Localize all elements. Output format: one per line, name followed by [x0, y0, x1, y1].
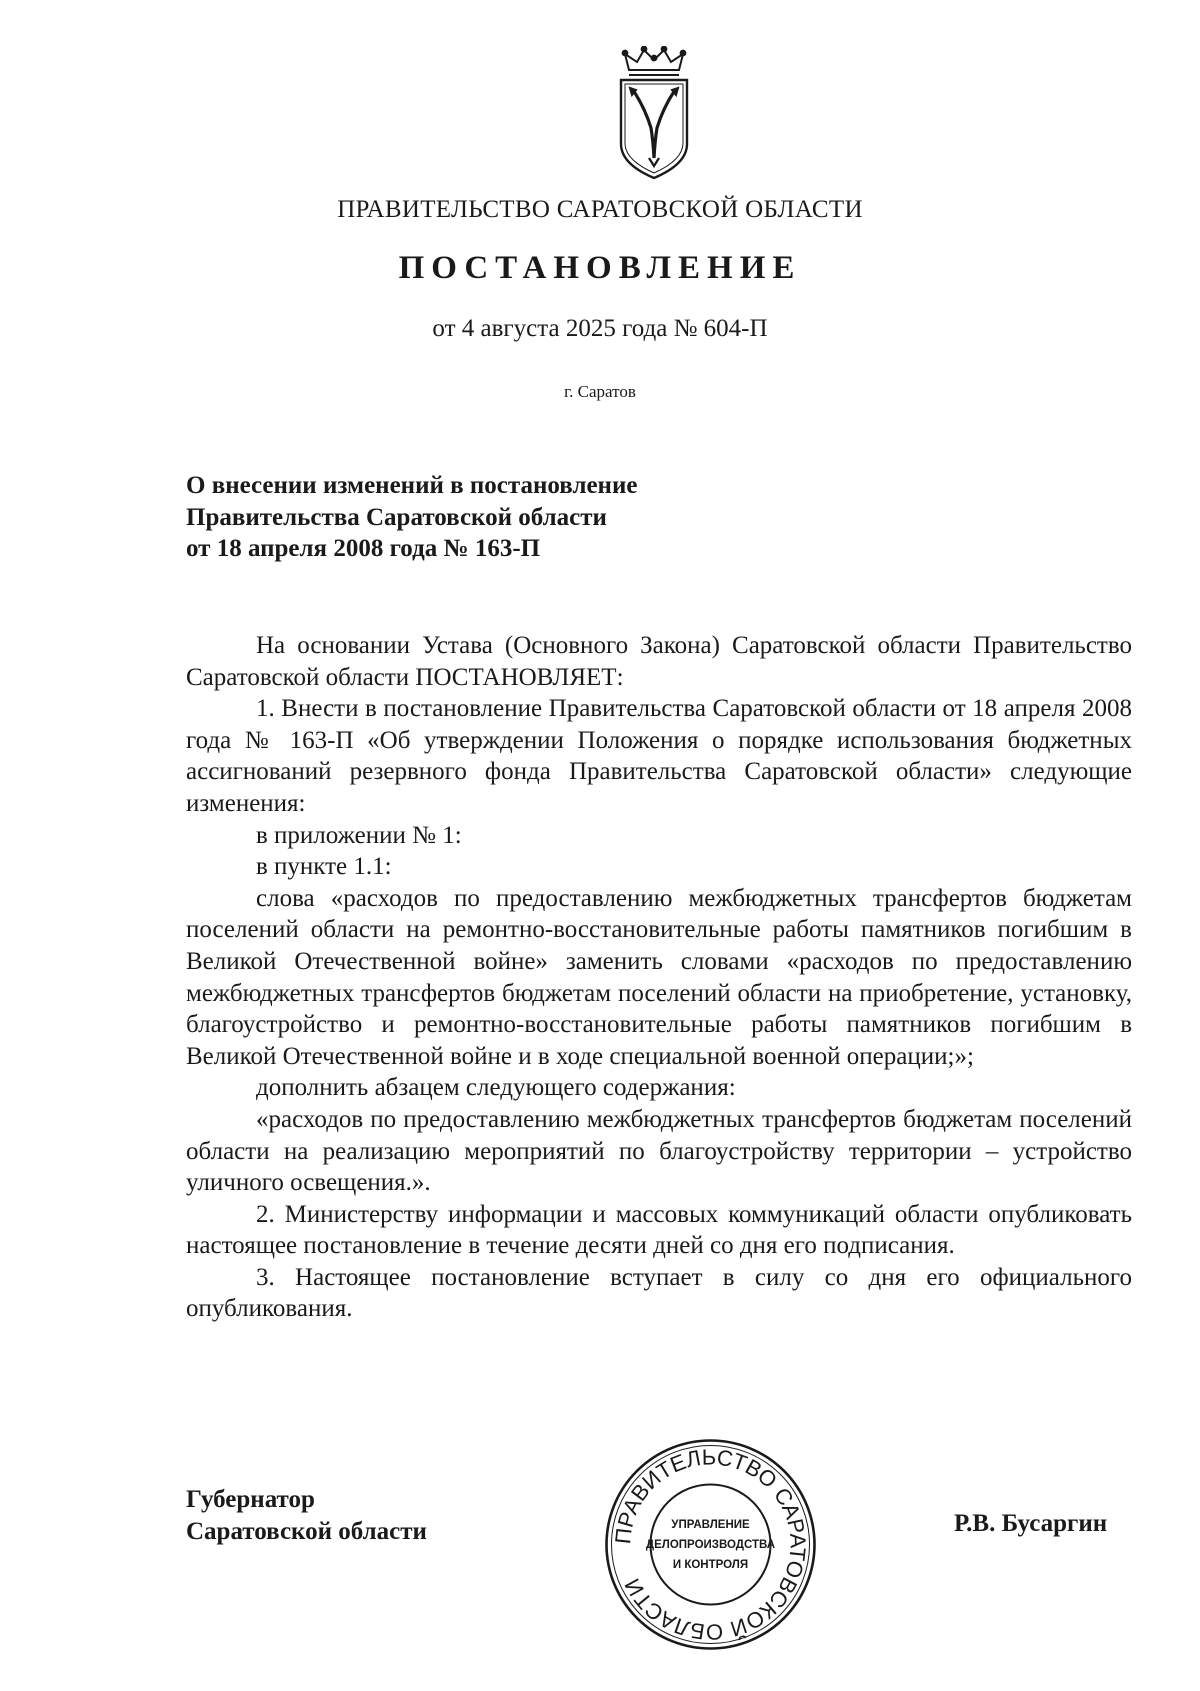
body-paragraph: в приложении № 1: — [256, 821, 462, 849]
document-city: г. Саратов — [564, 382, 636, 401]
coat-of-arms-icon — [613, 46, 695, 182]
body-paragraph: «расходов по предоставлению межбюджетных трансфертов бюджетам поселений области на реализацию мероприятий по благоустройству территории – устройство уличного освещения.». — [186, 1105, 1132, 1197]
body-paragraph: слова «расходов по предоставлению межбюджетных трансфертов бюджетам поселений области на ремонтно-восстановительные работы памятников погибшим в Великой Отечественной войне» заменить словами «расходов по предоставлению межбюджетных трансфертов бюджетам поселений области на приобретение, установку, благоустройство и ремонтно-восстановительные работы памятников погибшим в Великой Отечественной войне и в ходе специальной военной операции;»; — [186, 884, 1132, 1070]
body-paragraph: 1. Внести в постановление Правительства Саратовской области от 18 апреля 2008 года № 163-П «Об утверждении Положения о порядке использования бюджетных ассигнований резервного фонда Правительства Саратовской области» следующие изменения: — [186, 695, 1132, 817]
body-paragraph: 2. Министерству информации и массовых коммуникаций области опубликовать настоящее постановление в течение десяти дней со дня его подписания. — [186, 1200, 1132, 1260]
document-body — [186, 630, 1132, 1325]
document-type: ПОСТАНОВЛЕНИЕ — [398, 250, 802, 286]
subject-line: Правительства Саратовской области — [186, 503, 607, 531]
seal-center-line: ДЕЛОПРОИЗВОДСТВА — [645, 1539, 776, 1551]
seal-center-line: УПРАВЛЕНИЕ — [671, 1519, 750, 1531]
signer-name: Р.В. Бусаргин — [954, 1510, 1108, 1537]
organization-name: ПРАВИТЕЛЬСТВО САРАТОВСКОЙ ОБЛАСТИ — [337, 196, 863, 223]
seal-ring-path: ПРАВИТЕЛЬСТВО САРАТОВСКОЙ ОБЛАСТИ — [610, 1444, 811, 1645]
signer-title-line: Саратовской области — [186, 1518, 427, 1545]
subject-line: от 18 апреля 2008 года № 163-П — [186, 535, 541, 562]
document-subject — [186, 470, 746, 565]
signer-title — [186, 1484, 427, 1548]
subject-line: О внесении изменений в постановление — [186, 472, 638, 499]
body-paragraph: 3. Настоящее постановление вступает в силу со дня его официального опубликования. — [186, 1263, 1132, 1323]
signer-title-line: Губернатор — [186, 1486, 315, 1513]
body-paragraph: в пункте 1.1: — [256, 853, 392, 881]
document-date-number: от 4 августа 2025 года № 604-П — [432, 315, 768, 342]
official-seal — [603, 1437, 818, 1652]
body-paragraph: дополнить абзацем следующего содержания: — [256, 1074, 736, 1102]
seal-center-line: И КОНТРОЛЯ — [672, 1559, 749, 1571]
body-paragraph: На основании Устава (Основного Закона) Саратовской области Правительство Саратовской области ПОСТАНОВЛЯЕТ: — [186, 632, 1132, 691]
